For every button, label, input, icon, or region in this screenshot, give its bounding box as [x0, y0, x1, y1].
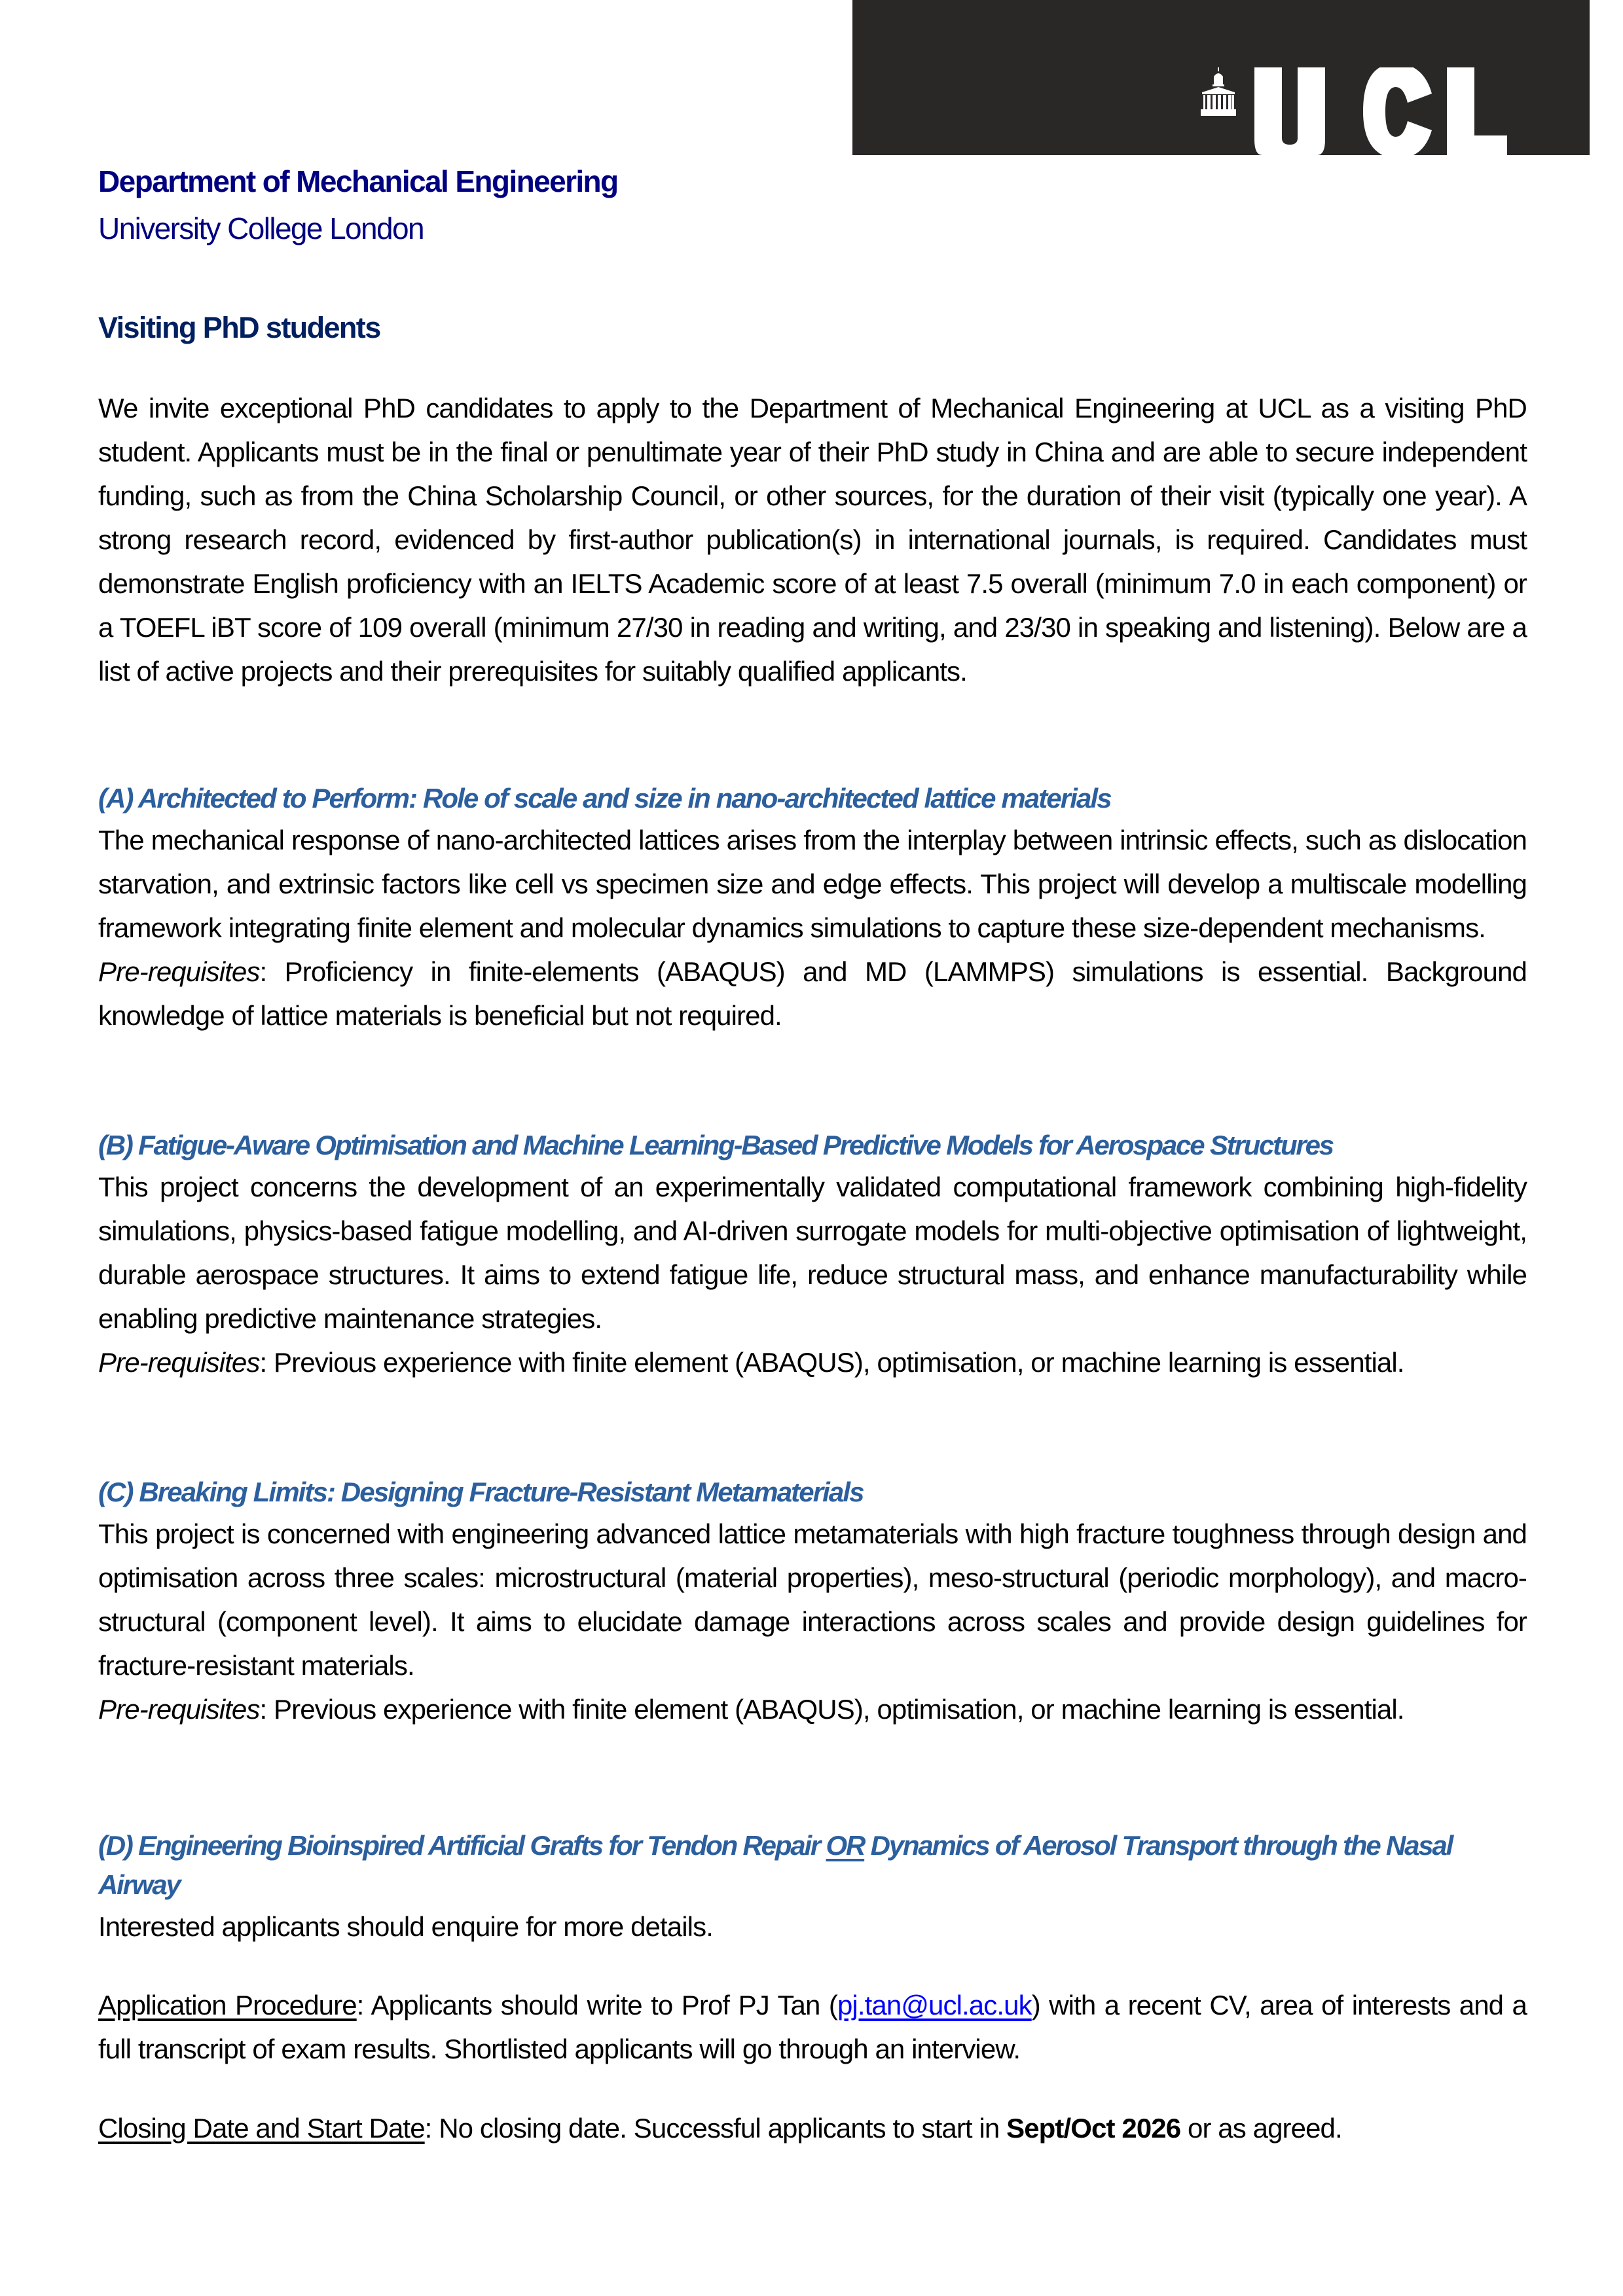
start-date: Sept/Oct 2026 — [1006, 2113, 1181, 2144]
page-title: Visiting PhD students — [98, 311, 380, 344]
project-a-prereq-text: : Proficiency in finite-elements (ABAQUS) and MD (LAMMPS) simulations is essential. Background knowledge of lattice materials is beneficial but not required. — [98, 956, 1527, 1031]
project-b-prereq-label: Pre-requisites — [98, 1347, 260, 1378]
closing-text-after: or as agreed. — [1180, 2113, 1342, 2144]
project-d — [98, 1826, 1527, 1948]
ucl-header-banner — [852, 0, 1590, 155]
project-d-heading — [98, 1826, 1527, 1905]
project-c — [98, 1473, 1527, 1731]
department-name: Department of Mechanical Engineering — [98, 164, 618, 198]
project-a-heading: (A) Architected to Perform: Role of scale and size in nano-architected lattice materials — [98, 783, 1111, 814]
closing-label: Closing Date and Start Date — [98, 2113, 425, 2144]
project-a-prereq-label: Pre-requisites — [98, 956, 260, 987]
project-a-description: The mechanical response of nano-architected lattices arises from the interplay between intrinsic effects, such as dislocation starvation, and extrinsic factors like cell vs specimen size and edge effects. This project will develop a multiscale modelling framework integrating finite element and molecular dynamics simulations to capture these size-dependent mechanisms. — [98, 825, 1527, 943]
ucl-logo — [1199, 67, 1540, 155]
intro-paragraph: We invite exceptional PhD candidates to apply to the Department of Mechanical Engineering at UCL as a visiting PhD student. Applicants must be in the final or penultimate year of their PhD study in China and are able to secure independent funding, such as from the China Scholarship Council, or other sources, for the duration of their visit (typically one year). A strong research record, evidenced by first-author publication(s) in international journals, is required. Candidates must demonstrate English proficiency with an IELTS Academic score of at least 7.5 overall (minimum 7.0 in each component) or a TOEFL iBT score of 109 overall (minimum 27/30 in reading and writing, and 23/30 in speaking and listening). Below are a list of active projects and their prerequisites for suitably qualified applicants. — [98, 393, 1527, 687]
project-b-description: This project concerns the development of an experimentally validated computational framework combining high-fidelity simulations, physics-based fatigue modelling, and AI-driven surrogate models for multi-objective optimisation of lightweight, durable aerospace structures. It aims to extend fatigue life, reduce structural mass, and enhance manufacturability while enabling predictive maintenance strategies. — [98, 1172, 1527, 1334]
closing-text-before: : No closing date. Successful applicants to start in — [424, 2113, 1007, 2144]
project-a — [98, 779, 1527, 1037]
application-text-after: ) with a recent CV, area of interests and a full transcript of exam results. Shortlisted applicants will go through an interview. — [98, 1990, 1527, 2064]
project-c-prereq-label: Pre-requisites — [98, 1694, 260, 1725]
portico-building-icon — [1201, 67, 1236, 116]
project-b — [98, 1126, 1527, 1384]
project-d-description: Interested applicants should enquire for more details. — [98, 1911, 713, 1942]
project-b-prereq-text: : Previous experience with finite element (ABAQUS), optimisation, or machine learning is essential. — [259, 1347, 1404, 1378]
project-d-heading-part1: (D) Engineering Bioinspired Artificial Grafts for Tendon Repair — [98, 1830, 826, 1861]
project-b-heading: (B) Fatigue-Aware Optimisation and Machine Learning-Based Predictive Models for Aerospace Structures — [98, 1130, 1333, 1160]
contact-email-link[interactable]: pj.tan@ucl.ac.uk — [837, 1990, 1032, 2020]
project-d-heading-part2: Dynamics of Aerosol Transport through the Nasal Airway — [98, 1830, 1453, 1900]
project-c-prereq-text: : Previous experience with finite element (ABAQUS), optimisation, or machine learning is essential. — [259, 1694, 1404, 1725]
closing-date — [98, 2106, 1527, 2150]
project-c-description: This project is concerned with engineering advanced lattice metamaterials with high fracture toughness through design and optimisation across three scales: microstructural (material properties), meso-structural (periodic morphology), and macro-structural (component level). It aims to elucidate damage interactions across scales and provide design guidelines for fracture-resistant materials. — [98, 1518, 1527, 1681]
project-c-heading: (C) Breaking Limits: Designing Fracture-Resistant Metamaterials — [98, 1477, 864, 1507]
institution-name: University College London — [98, 211, 424, 245]
application-procedure — [98, 1983, 1527, 2071]
application-text-before: : Applicants should write to Prof PJ Tan ( — [356, 1990, 837, 2020]
application-label: Application Procedure — [98, 1990, 357, 2020]
project-d-heading-or: OR — [826, 1830, 865, 1861]
